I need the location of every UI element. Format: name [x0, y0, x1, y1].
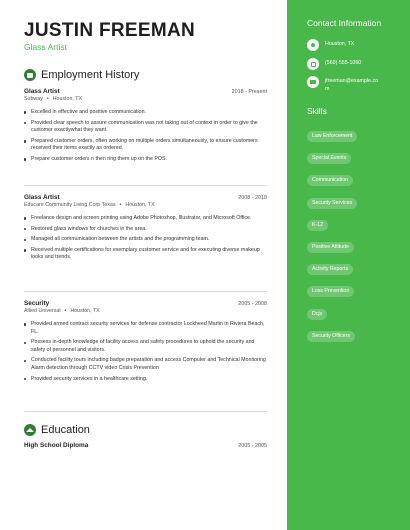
contact-location-text: Houston, TX [325, 41, 355, 47]
skill-tag: Activity Reports [307, 264, 353, 275]
education-title: High School Diploma [24, 442, 89, 449]
contact-email-text[interactable] [325, 78, 378, 93]
contact-email-line: m [325, 85, 330, 92]
job-bullets [24, 215, 267, 262]
skill-tag: Positive Attitude [307, 242, 354, 253]
job-bullet: Prepared customer orders, often working on multiple orders simultaneously, to ensure customers received their items exactly as ordered. [24, 138, 267, 153]
job-title: Glass Artist [24, 194, 60, 201]
job-company-line: Subway • Houston, TX [24, 96, 83, 102]
sidebar [287, 0, 410, 530]
job-bullet: Provided security services in a healthcare setting. [24, 376, 267, 384]
education-date: 2005 - 2005 [238, 443, 267, 449]
job-bullet: Managed all communication between the artists and the programming team. [24, 236, 267, 244]
skills-heading: Skills [307, 106, 327, 116]
contact-phone-text: (560) 555-1060 [325, 60, 362, 66]
location-pin-icon [307, 39, 319, 51]
employment-heading [24, 69, 139, 81]
contact-phone [307, 58, 361, 70]
skill-tag: Communication [307, 175, 353, 186]
job-entry [24, 194, 267, 265]
job-bullet: Conducted facility tours including badge preparation and access Computer and Technical Monitoring Alarm detection through CCTV video Crisis Prevention [24, 357, 267, 372]
job-bullet: Provided clear speech to assure communication was not taking out of context in order to give the customer exactlywhat they want. [24, 120, 267, 135]
job-bullet: Freelance design and screen printing using Adobe Photoshop, Illustrator, and Microsoft Office. [24, 215, 267, 223]
education-entry [24, 442, 267, 449]
job-location: Houston, TX [125, 202, 155, 208]
skill-tag: Loss Prevention [307, 286, 354, 297]
contact-heading: Contact Information [307, 18, 382, 28]
job-bullet: Prepare customer orders n then ring them up on the POS. [24, 156, 267, 164]
section-divider [24, 411, 267, 412]
job-company: Allied Universal [24, 308, 61, 314]
job-company: Subway [24, 96, 43, 102]
job-bullet: Received multiple certifications for exemplary customer service and for executing diverse makeup looks and trends. [24, 247, 267, 262]
job-date: 2008 - 2018 [238, 195, 267, 201]
job-title: Glass Artist [24, 88, 60, 95]
skill-tag: Law Enforcement [307, 131, 357, 142]
briefcase-icon [24, 69, 36, 81]
job-bullet: Restored glass windows for churches in the area. [24, 226, 267, 234]
skill-tag: Security Services [307, 198, 357, 209]
job-entry [24, 88, 267, 167]
contact-location [307, 39, 354, 51]
employment-heading-label: Employment History [41, 69, 140, 81]
education-heading [24, 424, 90, 436]
candidate-name: JUSTIN FREEMAN [24, 20, 195, 41]
job-company-line: Allied Universal • Houston, TX [24, 308, 100, 314]
mail-icon [307, 76, 319, 88]
section-divider [24, 291, 267, 292]
skill-tag: Special Events [307, 153, 351, 164]
job-bullet: Provided armed contract security services for defense contractor Lockheed Martin in Riviera Beach, FL. [24, 321, 267, 336]
phone-icon [307, 58, 319, 70]
section-divider [24, 185, 267, 186]
job-company-line: Educare Community Living Corp Texas • Houston, TX [24, 202, 155, 208]
job-date: 2005 - 2008 [238, 301, 267, 307]
graduation-cap-icon [24, 424, 36, 436]
skill-tag: Security Officers [307, 331, 355, 342]
skill-tag: K-12 [307, 220, 328, 231]
job-location: Houston, TX [52, 96, 83, 102]
job-entry [24, 300, 267, 386]
contact-email[interactable] [307, 76, 378, 93]
job-bullets [24, 321, 267, 383]
job-bullet: Possess in-depth knowledge of facility access and safety procedures to uphold the security and safety of personnel and visitors. [24, 339, 267, 354]
skill-tag: Dcjs [307, 309, 327, 320]
job-bullet: Excelled in effective and positive communication. [24, 109, 267, 117]
job-bullets [24, 109, 267, 164]
job-date: 2018 - Present [231, 89, 267, 95]
skills-list [307, 124, 397, 346]
job-location: Houston, TX [70, 308, 100, 314]
job-company: Educare Community Living Corp Texas [24, 202, 116, 208]
contact-email-line: jfreeman@example.co [325, 78, 379, 84]
candidate-title: Glass Artist [24, 42, 67, 52]
education-heading-label: Education [41, 424, 90, 436]
job-title: Security [24, 300, 50, 307]
